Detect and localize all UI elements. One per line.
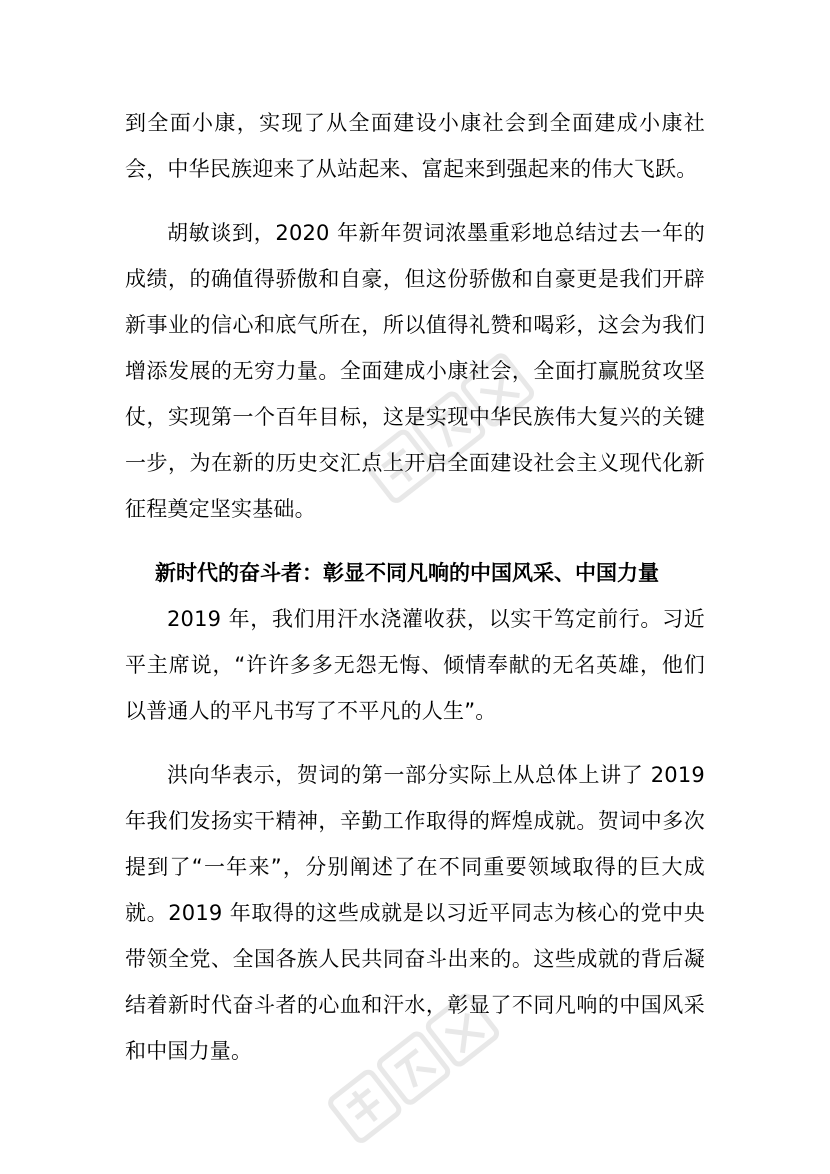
paragraph-continued: 到全面小康，实现了从全面建设小康社会到全面建成小康社会，中华民族迎来了从站起来、富起来到强起来的伟大飞跃。 [125,111,705,181]
document-body [125,100,705,1074]
section-heading: 新时代的奋斗者：彰显不同凡响的中国风采、中国力量 [155,561,659,585]
paragraph-hong-xianghua: 洪向华表示，贺词的第一部分实际上从总体上讲了 2019 年我们发扬实干精神，辛勤工作取得的辉煌成就。贺词中多次提到了“一年来”，分别阐述了在不同重要领域取得的巨大成就。2019 年取得的这些成就是以习近平同志为核心的党中央带领全党、全国各族人民共同奋斗出来的。这些成就的背后凝结着新时代奋斗者的心血和汗水，彰显了不同凡响的中国风采和中国力量。 [125,763,705,1063]
paragraph-hu-min: 胡敏谈到，2020 年新年贺词浓墨重彩地总结过去一年的成绩，的确值得骄傲和自豪，但这份骄傲和自豪更是我们开辟新事业的信心和底气所在，所以值得礼赞和喝彩，这会为我们增添发展的无穷力量。全面建成小康社会，全面打赢脱贫攻坚仗，实现第一个百年目标，这是实现中华民族伟大复兴的关键一步，为在新的历史交汇点上开启全面建设社会主义现代化新征程奠定坚实基础。 [125,221,705,521]
paragraph-2019: 2019 年，我们用汗水浇灌收获，以实干笃定前行。习近平主席说，“许许多多无怨无悔、倾情奉献的无名英雄，他们以普通人的平凡书写了不平凡的人生”。 [125,607,705,723]
